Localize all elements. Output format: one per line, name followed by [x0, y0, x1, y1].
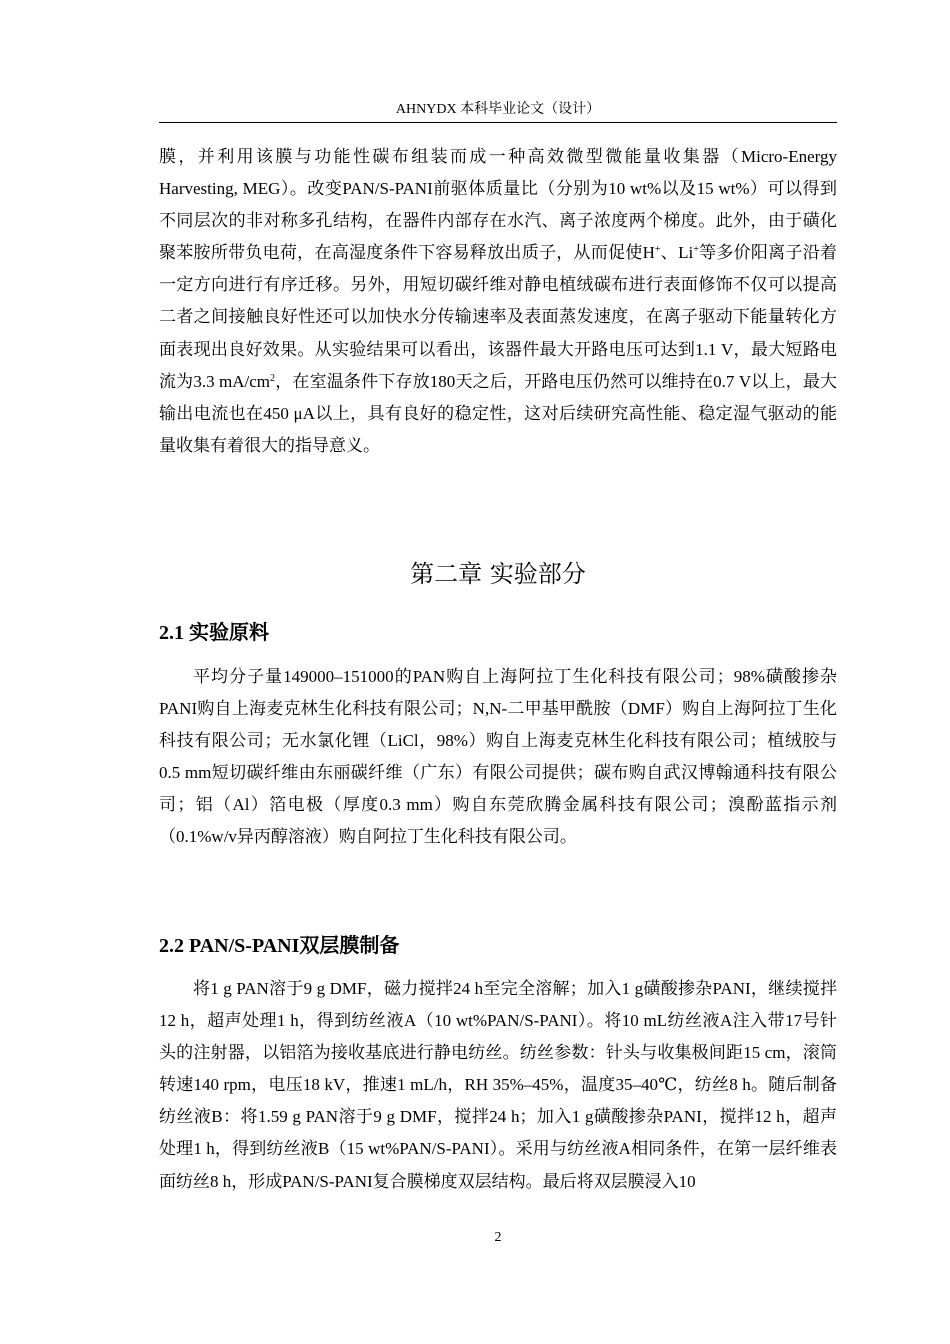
intro-text-2: 、Li [660, 243, 694, 263]
section-heading-2-1: 2.1 实验原料 [159, 622, 269, 644]
superscript-plus-2: + [693, 244, 699, 256]
intro-text-4: ，在室温条件下存放180天之后，开路电压仍然可以维持在0.7 V以上，最大输出电流也在450 μA以上，具有良好的稳定性，这对后续研究高性能、稳定湿气驱动的能量收集有着很大的指导意义。 [159, 371, 837, 455]
section-2-1-paragraph: 平均分子量149000–151000的PAN购自上海阿拉丁生化科技有限公司；98%磺酸掺杂PANI购自上海麦克林生化科技有限公司；N,N-二甲基甲酰胺（DMF）购自上海阿拉丁生化科技有限公司；无水氯化锂（LiCl，98%）购自上海麦克林生化科技有限公司；植绒胶与0.5 mm短切碳纤维由东丽碳纤维（广东）有限公司提供；碳布购自武汉博翰通科技有限公司；铝（Al）箔电极（厚度0.3 mm）购自东莞欣腾金属科技有限公司；溴酚蓝指示剂（0.1%w/v异丙醇溶液）购自阿拉丁生化科技有限公司。 [159, 667, 837, 847]
page-number: 2 [494, 1230, 502, 1245]
section-heading-2-2: 2.2 PAN/S-PANI双层膜制备 [159, 935, 400, 957]
superscript-two: 2 [270, 372, 276, 384]
running-header: AHNYDX 本科毕业论文（设计） [395, 102, 601, 117]
intro-paragraph [159, 141, 837, 462]
intro-text-3: 等多价阳离子沿着一定方向进行有序迁移。另外，用短切碳纤维对静电植绒碳布进行表面修饰不仅可以提高二者之间接触良好性还可以加快水分传输速率及表面蒸发速度，在离子驱动下能量转化方面表现出良好效果。从实验结果可以看出，该器件最大开路电压可达到1.1 V，最大短路电流为3.3 mA/cm [159, 243, 838, 391]
section-2-2-paragraph: 将1 g PAN溶于9 g DMF，磁力搅拌24 h至完全溶解；加入1 g磺酸掺杂PANI，继续搅拌12 h，超声处理1 h，得到纺丝液A（10 wt%PAN/S-PANI）。将10 mL纺丝液A注入带17号针头的注射器，以铝箔为接收基底进行静电纺丝。纺丝参数：针头与收集极间距15 cm，滚筒转速140 rpm，电压18 kV，推速1 mL/h，RH 35%–45%，温度35–40℃，纺丝8 h。随后制备纺丝液B：将1.59 g PAN溶于9 g DMF，搅拌24 h；加入1 g磺酸掺杂PANI，搅拌12 h，超声处理1 h，得到纺丝液B（15 wt%PAN/S-PANI）。采用与纺丝液A相同条件，在第一层纤维表面纺丝8 h，形成PAN/S-PANI复合膜梯度双层结构。最后将双层膜浸入10 [159, 979, 837, 1191]
header-rule [159, 122, 837, 123]
superscript-plus-1: + [654, 244, 661, 256]
chapter-title: 第二章 实验部分 [410, 560, 586, 588]
intro-text-1: 膜，并利用该膜与功能性碳布组装而成一种高效微型微能量收集器（Micro-Energy Harvesting, MEG）。改变PAN/S-PANI前驱体质量比（分别为10 wt%以及15 wt%）可以得到不同层次的非对称多孔结构，在器件内部存在水汽、离子浓度两个梯度。此外，由于磺化聚苯胺所带负电荷，在高湿度条件下容易释放出质子，从而促使H [159, 147, 837, 263]
